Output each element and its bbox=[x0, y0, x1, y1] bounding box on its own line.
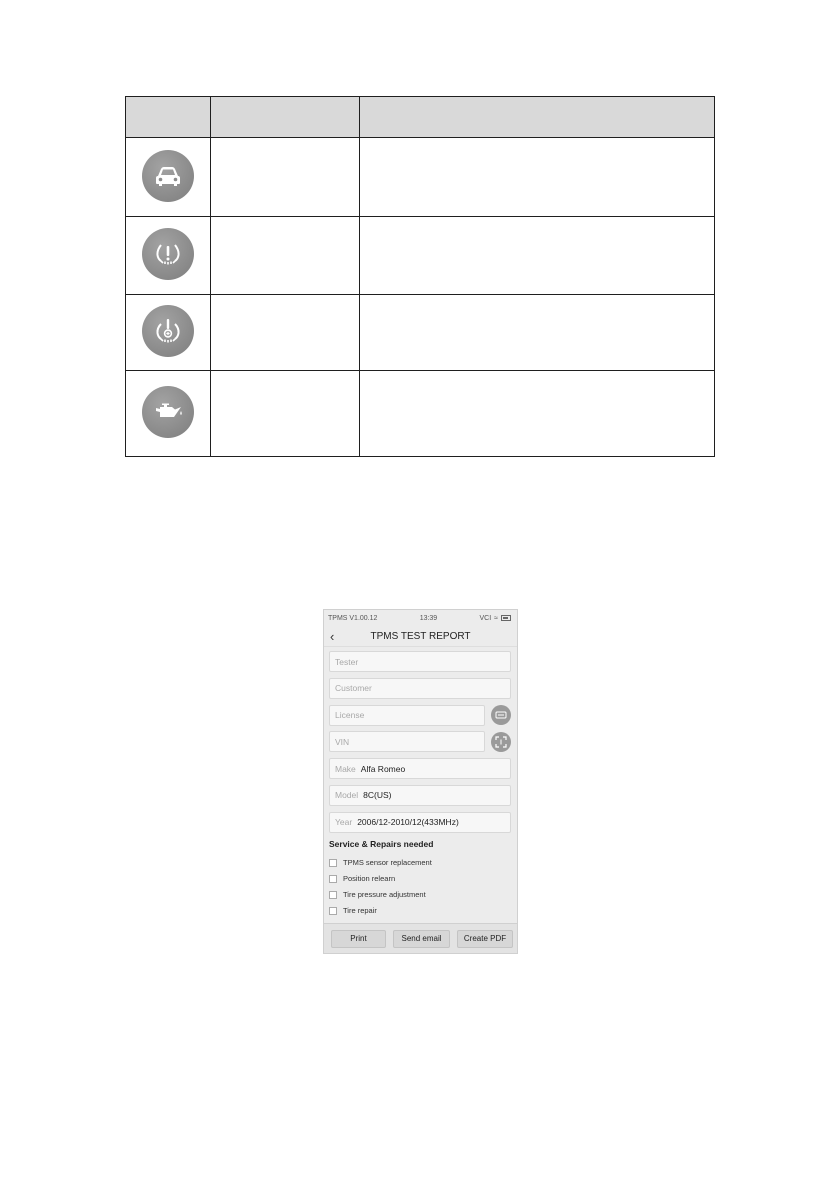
app-version: TPMS V1.00.12 bbox=[328, 614, 378, 622]
table-row bbox=[126, 138, 715, 217]
row-name bbox=[211, 138, 360, 217]
service-label: Position relearn bbox=[343, 874, 396, 884]
year-field[interactable] bbox=[329, 812, 511, 833]
vci-icon: VCI bbox=[479, 614, 492, 622]
page-title: TPMS TEST REPORT bbox=[370, 630, 471, 642]
service-checkbox[interactable] bbox=[329, 859, 337, 867]
create-pdf-button[interactable]: Create PDF bbox=[457, 930, 513, 948]
row-description bbox=[360, 217, 715, 295]
services-heading: Service & Repairs needed bbox=[329, 838, 434, 849]
tpms-warning-icon bbox=[142, 228, 194, 280]
service-checkbox[interactable] bbox=[329, 891, 337, 899]
customer-field[interactable] bbox=[329, 678, 511, 699]
service-label: Tire repair bbox=[343, 906, 377, 916]
vin-scan-icon bbox=[495, 736, 507, 748]
vin-scan-button[interactable] bbox=[491, 732, 511, 752]
bottom-action-bar bbox=[324, 923, 517, 953]
car-icon bbox=[142, 150, 194, 202]
table-row bbox=[126, 371, 715, 457]
model-placeholder: Model bbox=[335, 790, 359, 801]
table-row bbox=[126, 295, 715, 371]
report-form bbox=[324, 647, 517, 919]
year-value: 2006/12-2010/12(433MHz) bbox=[357, 817, 459, 828]
make-placeholder: Make bbox=[335, 763, 356, 774]
tester-row bbox=[329, 651, 511, 672]
vin-field[interactable] bbox=[329, 731, 485, 752]
status-time: 13:39 bbox=[419, 614, 438, 622]
model-value: 8C(US) bbox=[363, 790, 392, 801]
icon-cell bbox=[126, 371, 211, 457]
model-field[interactable] bbox=[329, 785, 511, 806]
make-value: Alfa Romeo bbox=[360, 763, 406, 774]
header-icon bbox=[126, 97, 211, 138]
row-description bbox=[360, 295, 715, 371]
send-email-button[interactable]: Send email bbox=[393, 930, 450, 948]
model-row bbox=[329, 785, 511, 806]
service-checkbox[interactable] bbox=[329, 907, 337, 915]
icon-cell bbox=[126, 138, 211, 217]
customer-placeholder: Customer bbox=[335, 683, 372, 694]
make-row bbox=[329, 758, 511, 779]
icon-cell bbox=[126, 217, 211, 295]
oil-can-icon bbox=[142, 386, 194, 438]
service-label: TPMS sensor replacement bbox=[343, 858, 432, 868]
status-bar bbox=[324, 610, 517, 626]
make-field[interactable] bbox=[329, 758, 511, 779]
vin-row bbox=[329, 731, 511, 752]
status-icons bbox=[479, 615, 511, 622]
row-name bbox=[211, 371, 360, 457]
license-scan-icon bbox=[495, 709, 507, 721]
tester-field[interactable] bbox=[329, 651, 511, 672]
customer-row bbox=[329, 678, 511, 699]
license-field[interactable] bbox=[329, 705, 485, 726]
title-bar bbox=[324, 626, 517, 647]
license-scan-button[interactable] bbox=[491, 705, 511, 725]
service-label: Tire pressure adjustment bbox=[343, 890, 426, 900]
license-row bbox=[329, 705, 511, 726]
row-description bbox=[360, 138, 715, 217]
row-name bbox=[211, 295, 360, 371]
service-checkbox[interactable] bbox=[329, 875, 337, 883]
tpms-sensor-icon bbox=[142, 305, 194, 357]
service-option[interactable] bbox=[329, 887, 511, 903]
table-row bbox=[126, 217, 715, 295]
tpms-report-screenshot bbox=[323, 609, 518, 954]
row-description bbox=[360, 371, 715, 457]
icon-table bbox=[125, 96, 715, 457]
battery-icon bbox=[501, 615, 511, 621]
service-option[interactable] bbox=[329, 855, 511, 871]
year-row bbox=[329, 812, 511, 833]
icon-cell bbox=[126, 295, 211, 371]
year-placeholder: Year bbox=[335, 817, 353, 828]
tester-placeholder: Tester bbox=[335, 656, 359, 667]
vin-placeholder: VIN bbox=[335, 736, 350, 747]
service-option[interactable] bbox=[329, 903, 511, 919]
row-name bbox=[211, 217, 360, 295]
print-button[interactable]: Print bbox=[331, 930, 386, 948]
table-header-row bbox=[126, 97, 715, 138]
header-name bbox=[211, 97, 360, 138]
header-description bbox=[360, 97, 715, 138]
service-option[interactable] bbox=[329, 871, 511, 887]
back-arrow-icon[interactable]: ‹ bbox=[330, 629, 335, 644]
wifi-icon: ≈ bbox=[494, 614, 498, 622]
license-placeholder: License bbox=[335, 710, 365, 721]
